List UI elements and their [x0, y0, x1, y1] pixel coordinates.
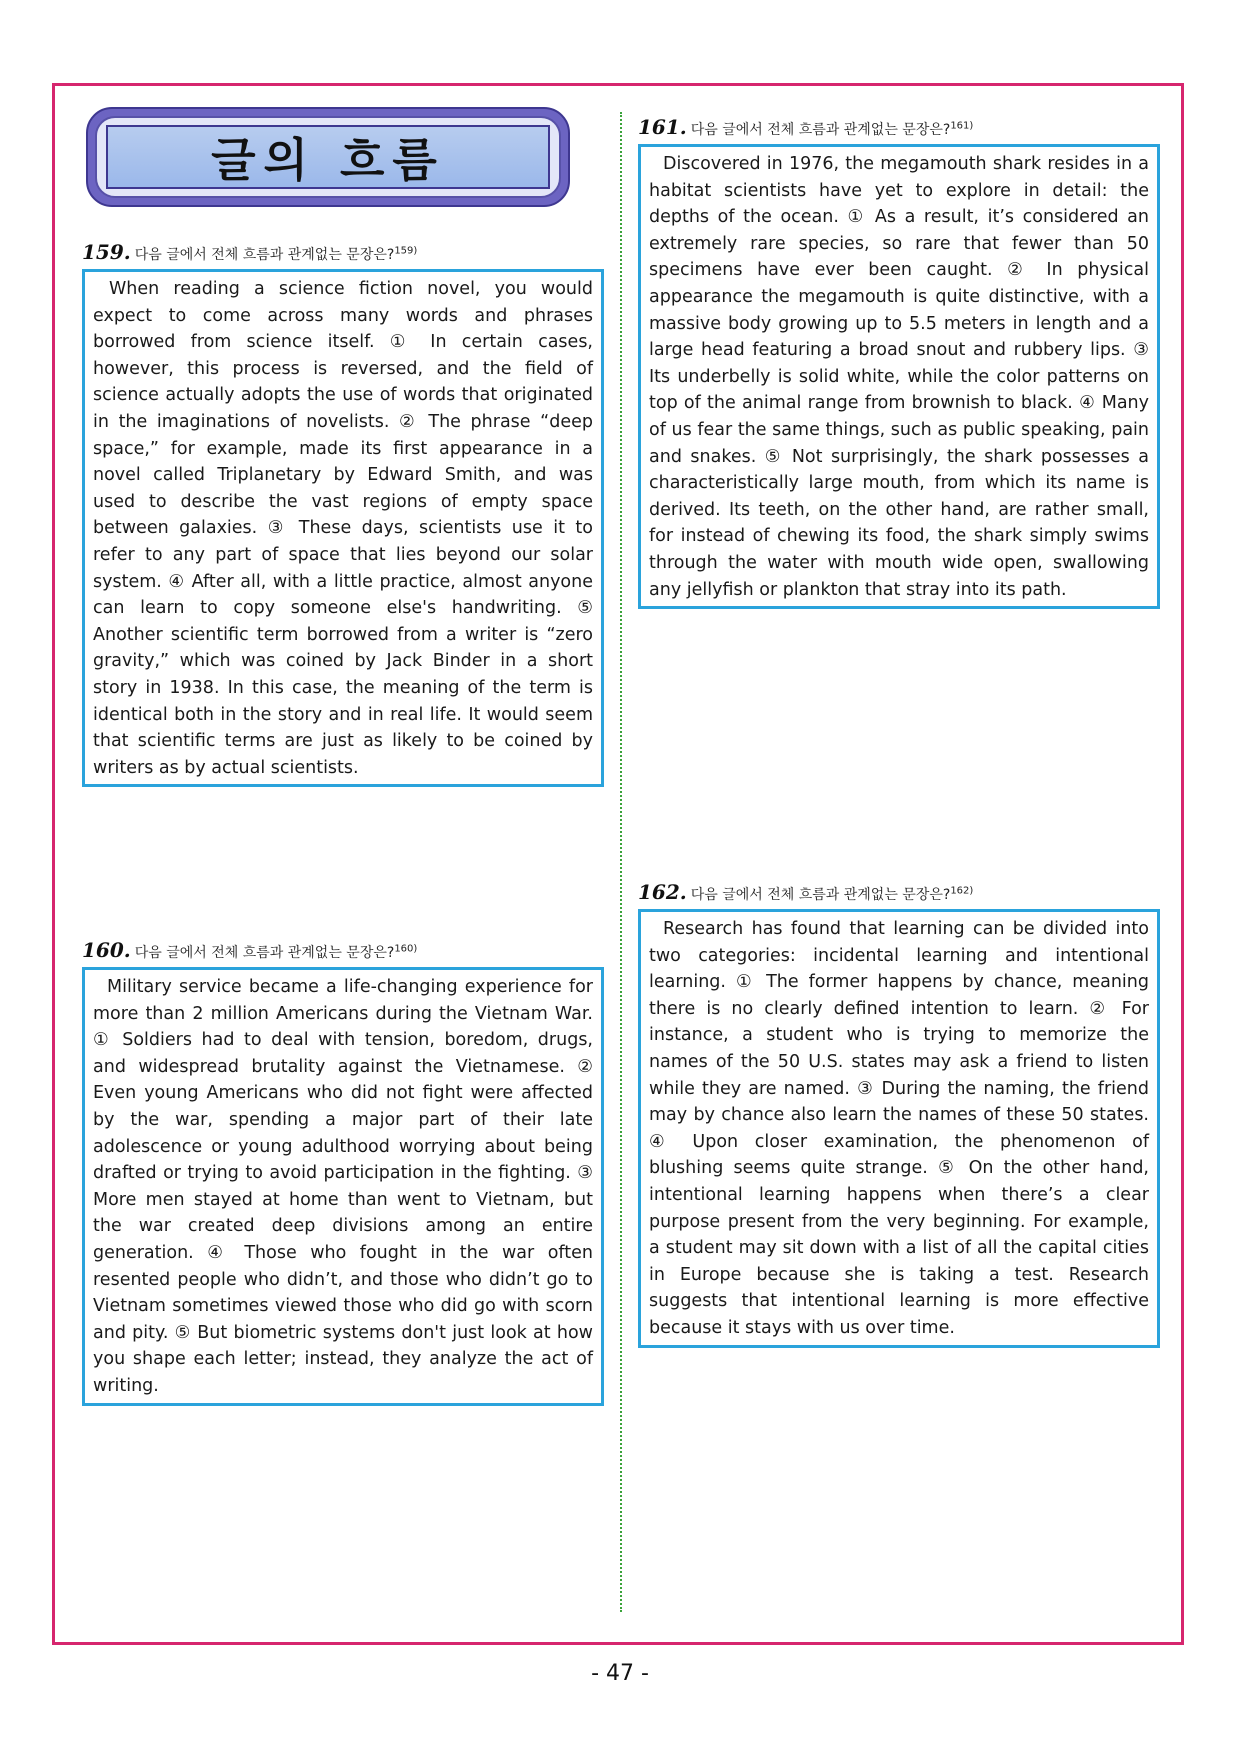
passage-text: When reading a science fiction novel, you would expect to come across many words and phrases borrowed from science itself. ① In certain cases, however, this process is reversed, and the field of science actually adopts the use of words that originated in the imaginations of novelists. ② The phrase “deep space,” for example, made its first appearance in a novel called Triplanetary by Edward Smith, and was used to describe the vast regions of empty space between galaxies. ③ These days, scientists use it to refer to any part of space that lies beyond our solar system. ④ After all, with a little practice, almost anyone can learn to copy someone else's handwriting. ⑤ Another scientific term borrowed from a writer is “zero gravity,” which was coined by Jack Binder in a short story in 1938. In this case, the meaning of the term is identical both in the story and in real life. It would seem that scientific terms are just as likely to be coined by writers as by actual scientists.	[93, 279, 593, 778]
question-header	[638, 111, 1160, 139]
question-160	[82, 934, 604, 1406]
footnote-ref: 160)	[394, 943, 418, 955]
passage-text: Military service became a life-changing experience for more than 2 million Americans during the Vietnam War. ① Soldiers had to deal with tension, boredom, drugs, and widespread brutality against the Vietnamese. ② Even young Americans who did not fight were affected by the war, spending a major part of their late adolescence or young adulthood worrying about being drafted or trying to avoid participation in the fighting. ③ More men stayed at home than went to Vietnam, but the war created deep divisions among an entire generation. ④ Those who fought in the war often resented people who didn’t, and those who didn’t go to Vietnam sometimes viewed those who did go with scorn and pity. ⑤ But biometric systems don't just look at how you shape each letter; instead, they analyze the act of writing.	[93, 977, 593, 1396]
question-number: 159.	[82, 240, 131, 264]
question-header	[82, 236, 604, 264]
question-prompt: 다음 글에서 전체 흐름과 관계없는 문장은?$^{161)}$	[690, 120, 974, 138]
question-prompt: 다음 글에서 전체 흐름과 관계없는 문장은?$^{159)}$	[134, 245, 418, 263]
question-prompt: 다음 글에서 전체 흐름과 관계없는 문장은?$^{162)}$	[690, 885, 974, 903]
question-number: 161.	[638, 115, 687, 139]
question-header	[82, 934, 604, 962]
section-banner-inner	[106, 125, 550, 189]
passage-box	[638, 144, 1160, 609]
question-159	[82, 236, 604, 787]
column-divider	[620, 112, 622, 1612]
passage-box	[82, 269, 604, 787]
question-header	[638, 876, 1160, 904]
question-number: 162.	[638, 880, 687, 904]
page-number: - 47 -	[591, 1661, 649, 1686]
footnote-ref: 162)	[950, 885, 974, 897]
footnote-ref: 161)	[950, 120, 974, 132]
question-number: 160.	[82, 938, 131, 962]
question-prompt: 다음 글에서 전체 흐름과 관계없는 문장은?$^{160)}$	[134, 943, 418, 961]
question-162	[638, 876, 1160, 1348]
footnote-ref: 159)	[394, 245, 418, 257]
question-161	[638, 111, 1160, 609]
passage-box	[82, 967, 604, 1406]
section-banner-frame	[95, 116, 561, 198]
passage-text: Research has found that learning can be divided into two categories: incidental learning and intentional learning. ① The former happens by chance, meaning there is no clearly defined intention to learn. ② For instance, a student who is trying to memorize the names of the 50 U.S. states may ask a friend to listen while they are named. ③ During the naming, the friend may by chance also learn the names of these 50 states. ④ Upon closer examination, the phenomenon of blushing seems quite strange. ⑤ On the other hand, intentional learning happens when there’s a clear purpose present from the very beginning. For example, a student may sit down with a list of all the capital cities in Europe because she is taking a test. Research suggests that intentional learning is more effective because it stays with us over time.	[649, 919, 1149, 1338]
section-title: 글의 흐름	[211, 133, 445, 187]
passage-box	[638, 909, 1160, 1348]
passage-text: Discovered in 1976, the megamouth shark resides in a habitat scientists have yet to explore in detail: the depths of the ocean. ① As a result, it’s considered an extremely rare species, so rare that fewer than 50 specimens have ever been caught. ② In physical appearance the megamouth is quite distinctive, with a massive body growing up to 5.5 meters in length and a large head featuring a broad snout and rubbery lips. ③ Its underbelly is solid white, while the color patterns on top of the animal range from brownish to black. ④ Many of us fear the same things, such as public speaking, pain and snakes. ⑤ Not surprisingly, the shark possesses a characteristically large mouth, from which its name is derived. Its teeth, on the other hand, are rather small, for instead of chewing its food, the shark simply swims through the water with mouth wide open, swallowing any jellyfish or plankton that stray into its path.	[649, 154, 1149, 600]
section-banner	[86, 107, 570, 207]
